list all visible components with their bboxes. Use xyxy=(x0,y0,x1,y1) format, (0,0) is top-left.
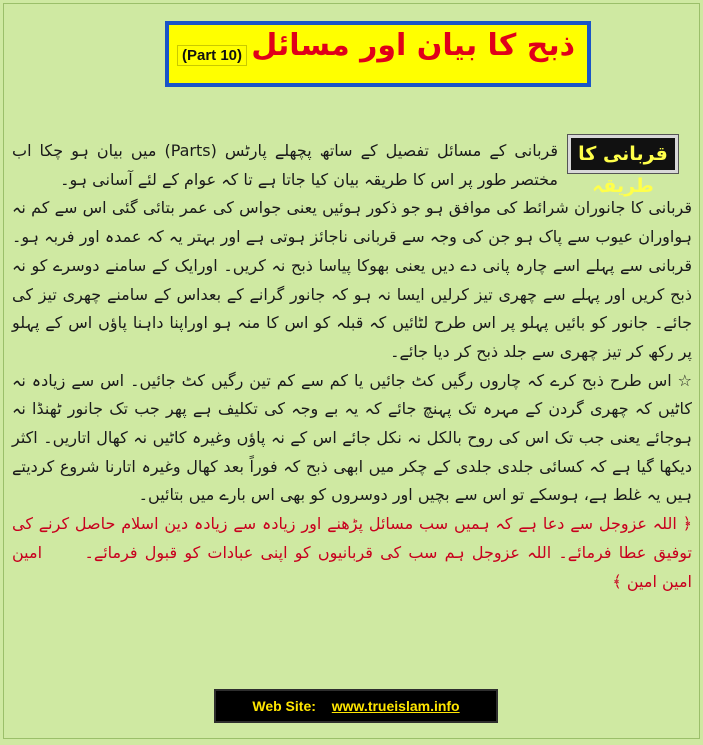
heading-spacer xyxy=(558,137,692,177)
section-heading: قربانی کا طریقہ xyxy=(568,135,678,173)
website-footer xyxy=(214,689,498,723)
dua-paragraph xyxy=(12,510,692,596)
article-body xyxy=(12,137,692,596)
page xyxy=(3,3,700,739)
method-paragraph: قربانی کا جانوران شرائط کی موافق ہو جو ذکور ہوئیں یعنی جواس کی عمر بتائی گئی اس سے کم نہ ہواوران عیوب سے پاک ہو جن کی وجہ سے قربانی ناجائز ہوتی ہے اور بہتر یہ کہ عمدہ اور فربہ ہو۔ قربانی سے پہلے اسے چارہ پانی دے دیں یعنی بھوکا پیاسا ذبح نہ کریں۔ اورایک کے سامنے دوسرے کو نہ ذبح کریں اور پہلے سے چھری تیز کرلیں ایسا نہ ہو کہ جانور گرانے کے بعداس کے سامنے چھری تیز کی جائے۔ جانور کو بائیں پہلو پر اس طرح لٹائیں کہ قبلہ کو اس کا منہ ہو اوراپنا داہنا پاؤں اس کے پہلو پر رکھ کر تیز چھری سے جلد ذبح کر دیا جائے۔ xyxy=(12,198,692,361)
website-link[interactable]: www.trueislam.info xyxy=(331,698,460,714)
page-title: ذبح کا بیان اور مسائل xyxy=(251,28,575,63)
intro-paragraph: قربانی کے مسائل تفصیل کے ساتھ پچھلے پارٹس (Parts) میں بیان ہو چکا اب مختصر طور پر اس کا طریقہ بیان کیا جاتا ہے تا کہ عوام کے لئے آسانی ہو۔ xyxy=(12,141,558,189)
website-label: Web Site: xyxy=(252,698,316,714)
amen-text: امین امین امین ﴾ xyxy=(12,542,692,591)
part-badge: (Part 10) xyxy=(177,45,247,66)
dua-text: ﴿ اللہ عزوجل سے دعا ہے کہ ہمیں سب مسائل پڑھنے اور زیادہ سے زیادہ دین اسلام حاصل کرنے کی توفیق عطا فرمائے۔ اللہ عزوجل ہم سب کی قربانیوں کو اپنی عبادات کو قبول فرمائے۔ xyxy=(12,514,692,562)
cutting-paragraph: ☆ اس طرح ذبح کرے کہ چاروں رگیں کٹ جائیں یا کم سے کم تین رگیں کٹ جائیں۔ اس سے زیادہ نہ کاٹیں کہ چھری گردن کے مہرہ تک پہنچ جائے کہ یہ بے وجہ کی تکلیف ہے پھر جب تک جانور ٹھنڈا نہ ہوجائے یعنی جب تک اس کی روح بالکل نہ نکل جائے اس کے نہ پاؤں وغیرہ کاٹیں نہ کھال اتاریں۔ اکثر دیکھا گیا ہے کہ کسائی جلدی جلدی کے چکر میں ابھی ذبح کہ فوراً بعد کھال وغیرہ اتارنا شروع کردیتے ہیں یہ غلط ہے، ہوسکے تو اس سے بچیں اور دوسروں کو بھی اس بارے میں بتائیں۔ xyxy=(12,370,692,505)
title-banner xyxy=(165,21,591,87)
